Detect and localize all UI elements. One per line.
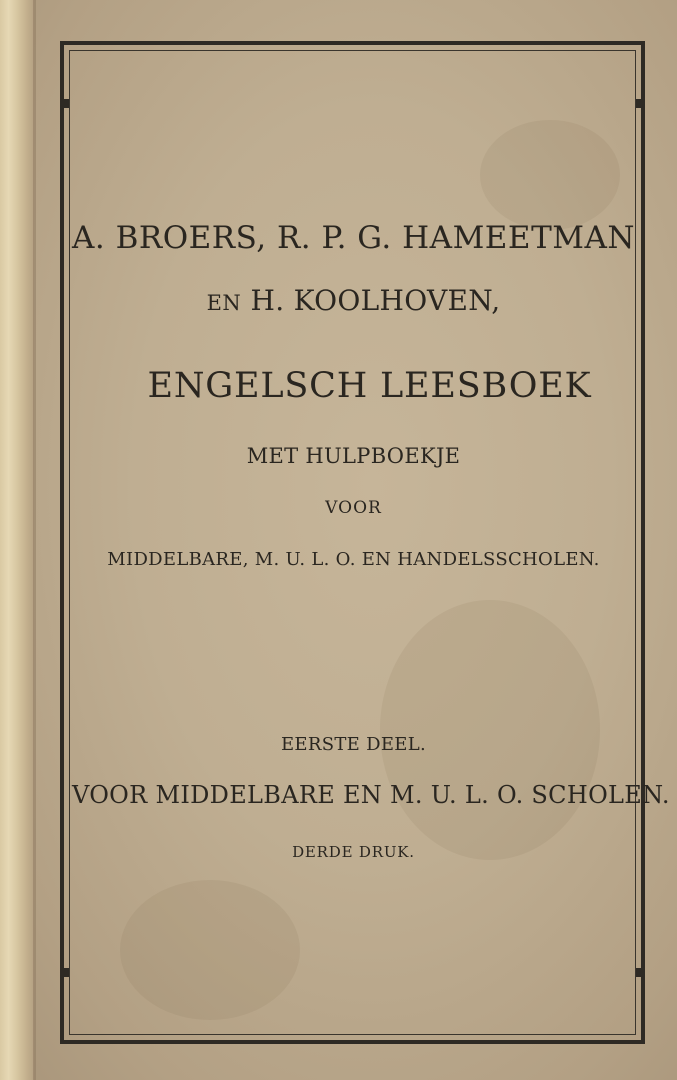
target-schools: MIDDELBARE, M. U. L. O. EN HANDELSSCHOLEN. bbox=[107, 549, 600, 570]
inner-border-frame bbox=[69, 50, 670, 1035]
volume-label: EERSTE DEEL. bbox=[280, 734, 427, 755]
conjunction-en: EN bbox=[206, 291, 242, 315]
voor-label: VOOR bbox=[325, 498, 382, 518]
author-name: H. KOOLHOVEN, bbox=[250, 284, 501, 317]
frame-corner-ornament bbox=[636, 968, 645, 977]
edition-label: DERDE DRUK. bbox=[292, 843, 415, 861]
frame-corner-ornament bbox=[60, 968, 69, 977]
frame-corner-ornament bbox=[60, 99, 69, 108]
spine-edge bbox=[33, 0, 36, 1080]
book-title: ENGELSCH LEESBOEK bbox=[147, 366, 592, 406]
authors-line-second bbox=[72, 284, 635, 317]
book-spine bbox=[0, 0, 34, 1080]
book-subtitle: MET HULPBOEKJE bbox=[246, 444, 461, 468]
authors-line: A. BROERS, R. P. G. HAMEETMAN bbox=[72, 220, 635, 256]
volume-schools: VOOR MIDDELBARE EN M. U. L. O. SCHOLEN. bbox=[72, 781, 670, 809]
frame-corner-ornament bbox=[636, 99, 645, 108]
